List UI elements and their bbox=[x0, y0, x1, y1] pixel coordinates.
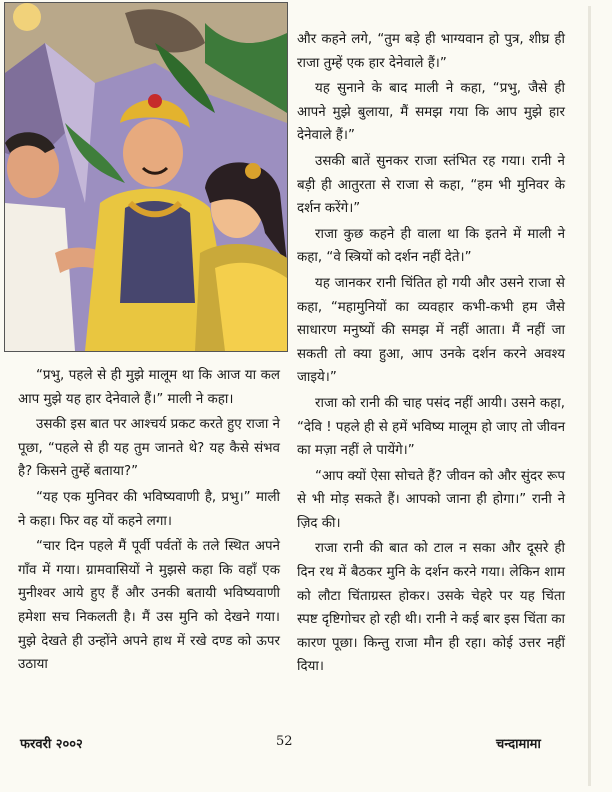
page-edge-divider bbox=[588, 6, 591, 786]
paragraph: राजा रानी की बात को टाल न सका और दूसरे ही दिन रथ में बैठकर मुनि के दर्शन करने गया। लेकिन शाम को लौटा चिंताग्रस्त होकर। उसके चेहरे पर यह चिंता स्पष्ट दृष्टिगोचर हो रही थी। रानी ने कई बार इस चिंता का कारण पूछा। किन्तु राजा मौन ही रहा। कोई उत्तर नहीं दिया। bbox=[297, 541, 565, 675]
footer-date: फरवरी २००२ bbox=[20, 737, 83, 752]
paragraph: “प्रभु, पहले से ही मुझे मालूम था कि आज या कल आप मुझे यह हार देनेवाले हैं।” माली ने कहा। bbox=[18, 368, 280, 407]
left-text-column bbox=[18, 364, 280, 679]
story-illustration bbox=[4, 2, 288, 352]
paragraph: और कहने लगे, “तुम बड़े ही भाग्यवान हो पुत्र, शीघ्र ही राजा तुम्हें एक हार देनेवाले हैं।” bbox=[297, 32, 565, 71]
right-text-column bbox=[297, 28, 565, 681]
page-number: 52 bbox=[276, 734, 293, 749]
paragraph: उसकी बातें सुनकर राजा स्तंभित रह गया। रानी ने बड़ी ही आतुरता से राजा से कहा, “हम भी मुनिवर के दर्शन करेंगे।” bbox=[297, 153, 565, 217]
story-illustration-icon bbox=[5, 3, 287, 351]
paragraph: “आप क्यों ऐसा सोचते हैं? जीवन को और सुंदर रूप से भी मोड़ सकते हैं। आपको जाना ही होगा।” रानी ने ज़िद की। bbox=[297, 468, 565, 531]
magazine-name: चन्दामामा bbox=[496, 737, 541, 752]
paragraph: यह सुनाने के बाद माली ने कहा, “प्रभु, जैसे ही आपने मुझे बुलाया, मैं समझ गया कि आप मुझे हार देनेवाले हैं।” bbox=[297, 81, 565, 144]
paragraph: “चार दिन पहले मैं पूर्वी पर्वतों के तले स्थित अपने गाँव में गया। ग्रामवासियों ने मुझसे कहा कि वहाँ एक मुनीश्वर आये हुए हैं और उनकी बतायी भविष्यवाणी हमेशा सच निकलती है। मैं उस मुनि को देखने गया। मुझे देखते ही उन्होंने अपने हाथ में रखे दण्ड को ऊपर उठाया bbox=[18, 539, 280, 673]
paragraph: यह जानकर रानी चिंतित हो गयी और उसने राजा से कहा, “महामुनियों का व्यवहार कभी-कभी हम जैसे साधारण मनुष्यों की समझ में नहीं आता। मैं नहीं जा सकती तो क्या हुआ, आप उनके दर्शन करने अवश्य जाइये।” bbox=[297, 275, 565, 386]
paragraph: “यह एक मुनिवर की भविष्यवाणी है, प्रभु।” माली ने कहा। फिर वह यों कहने लगा। bbox=[18, 489, 280, 529]
paragraph: राजा को रानी की चाह पसंद नहीं आयी। उसने कहा, “देवि ! पहले ही से हमें भविष्य मालूम हो जाए तो जीवन का मज़ा नहीं ले पायेंगे।” bbox=[297, 395, 565, 459]
paragraph: राजा कुछ कहने ही वाला था कि इतने में माली ने कहा, “वे स्त्रियों को दर्शन नहीं देते।” bbox=[297, 226, 565, 266]
paragraph: उसकी इस बात पर आश्चर्य प्रकट करते हुए राजा ने पूछा, “पहले से ही यह तुम जानते थे? यह कैसे संभव है? किसने तुम्हें बताया?” bbox=[18, 417, 280, 480]
